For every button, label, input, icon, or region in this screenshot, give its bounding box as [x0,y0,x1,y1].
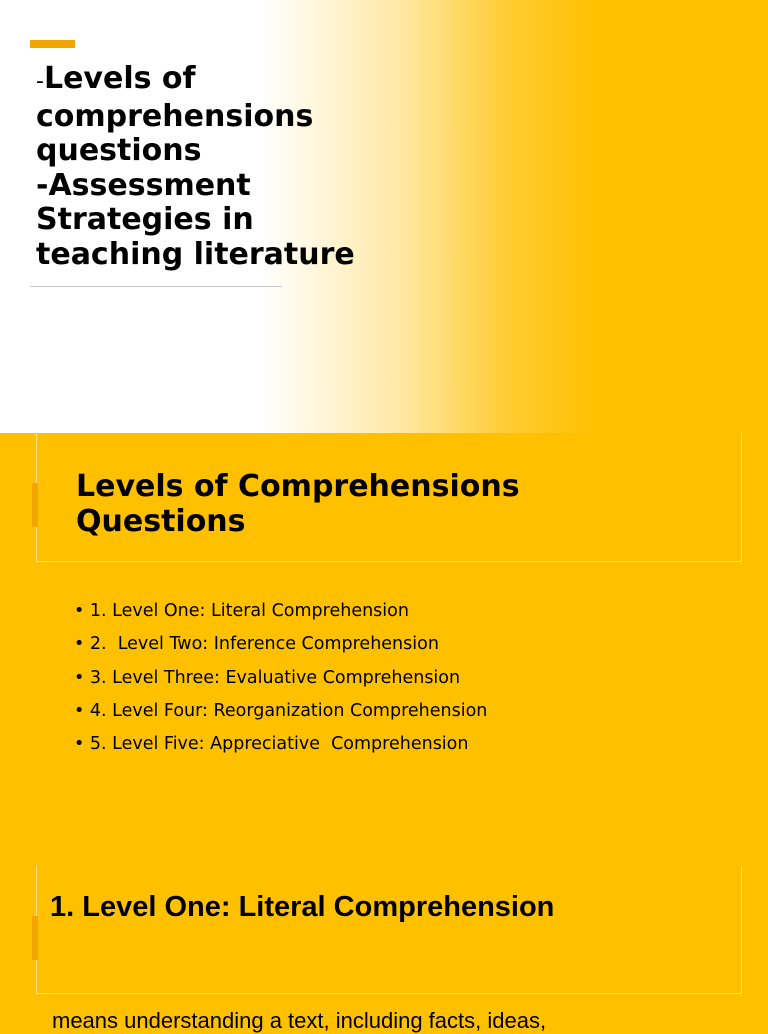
title-line: -Assessment [36,167,251,203]
body-text: means understanding a text, including facts, ideas, [52,1008,547,1033]
list-item: • 5. Level Five: Appreciative Comprehension [74,734,469,755]
title-slide [0,0,768,433]
levels-slide [0,433,768,863]
slide-title [36,62,456,272]
title-line: Strategies in [36,202,254,237]
slide-heading: Levels of Comprehensions Questions [76,469,520,539]
list-item: • 4. Level Four: Reorganization Comprehension [74,700,488,721]
list-item: • 1. Level One: Literal Comprehension [74,601,409,621]
accent-bar [30,40,75,48]
title-divider [30,286,282,287]
slide-heading: 1. Level One: Literal Comprehension [50,891,555,923]
heading-marker [32,483,38,527]
levels-list [74,595,487,761]
title-line: teaching literature [36,236,355,272]
heading-frame [36,866,742,994]
title-line: -Levels of [36,61,196,96]
title-line: comprehensions [36,98,314,134]
level-one-slide [0,866,768,1033]
title-line: questions [36,133,202,168]
list-item: • 2. Level Two: Inference Comprehension [74,634,439,655]
heading-marker [32,916,38,960]
list-item: • 3. Level Three: Evaluative Comprehension [74,667,461,688]
